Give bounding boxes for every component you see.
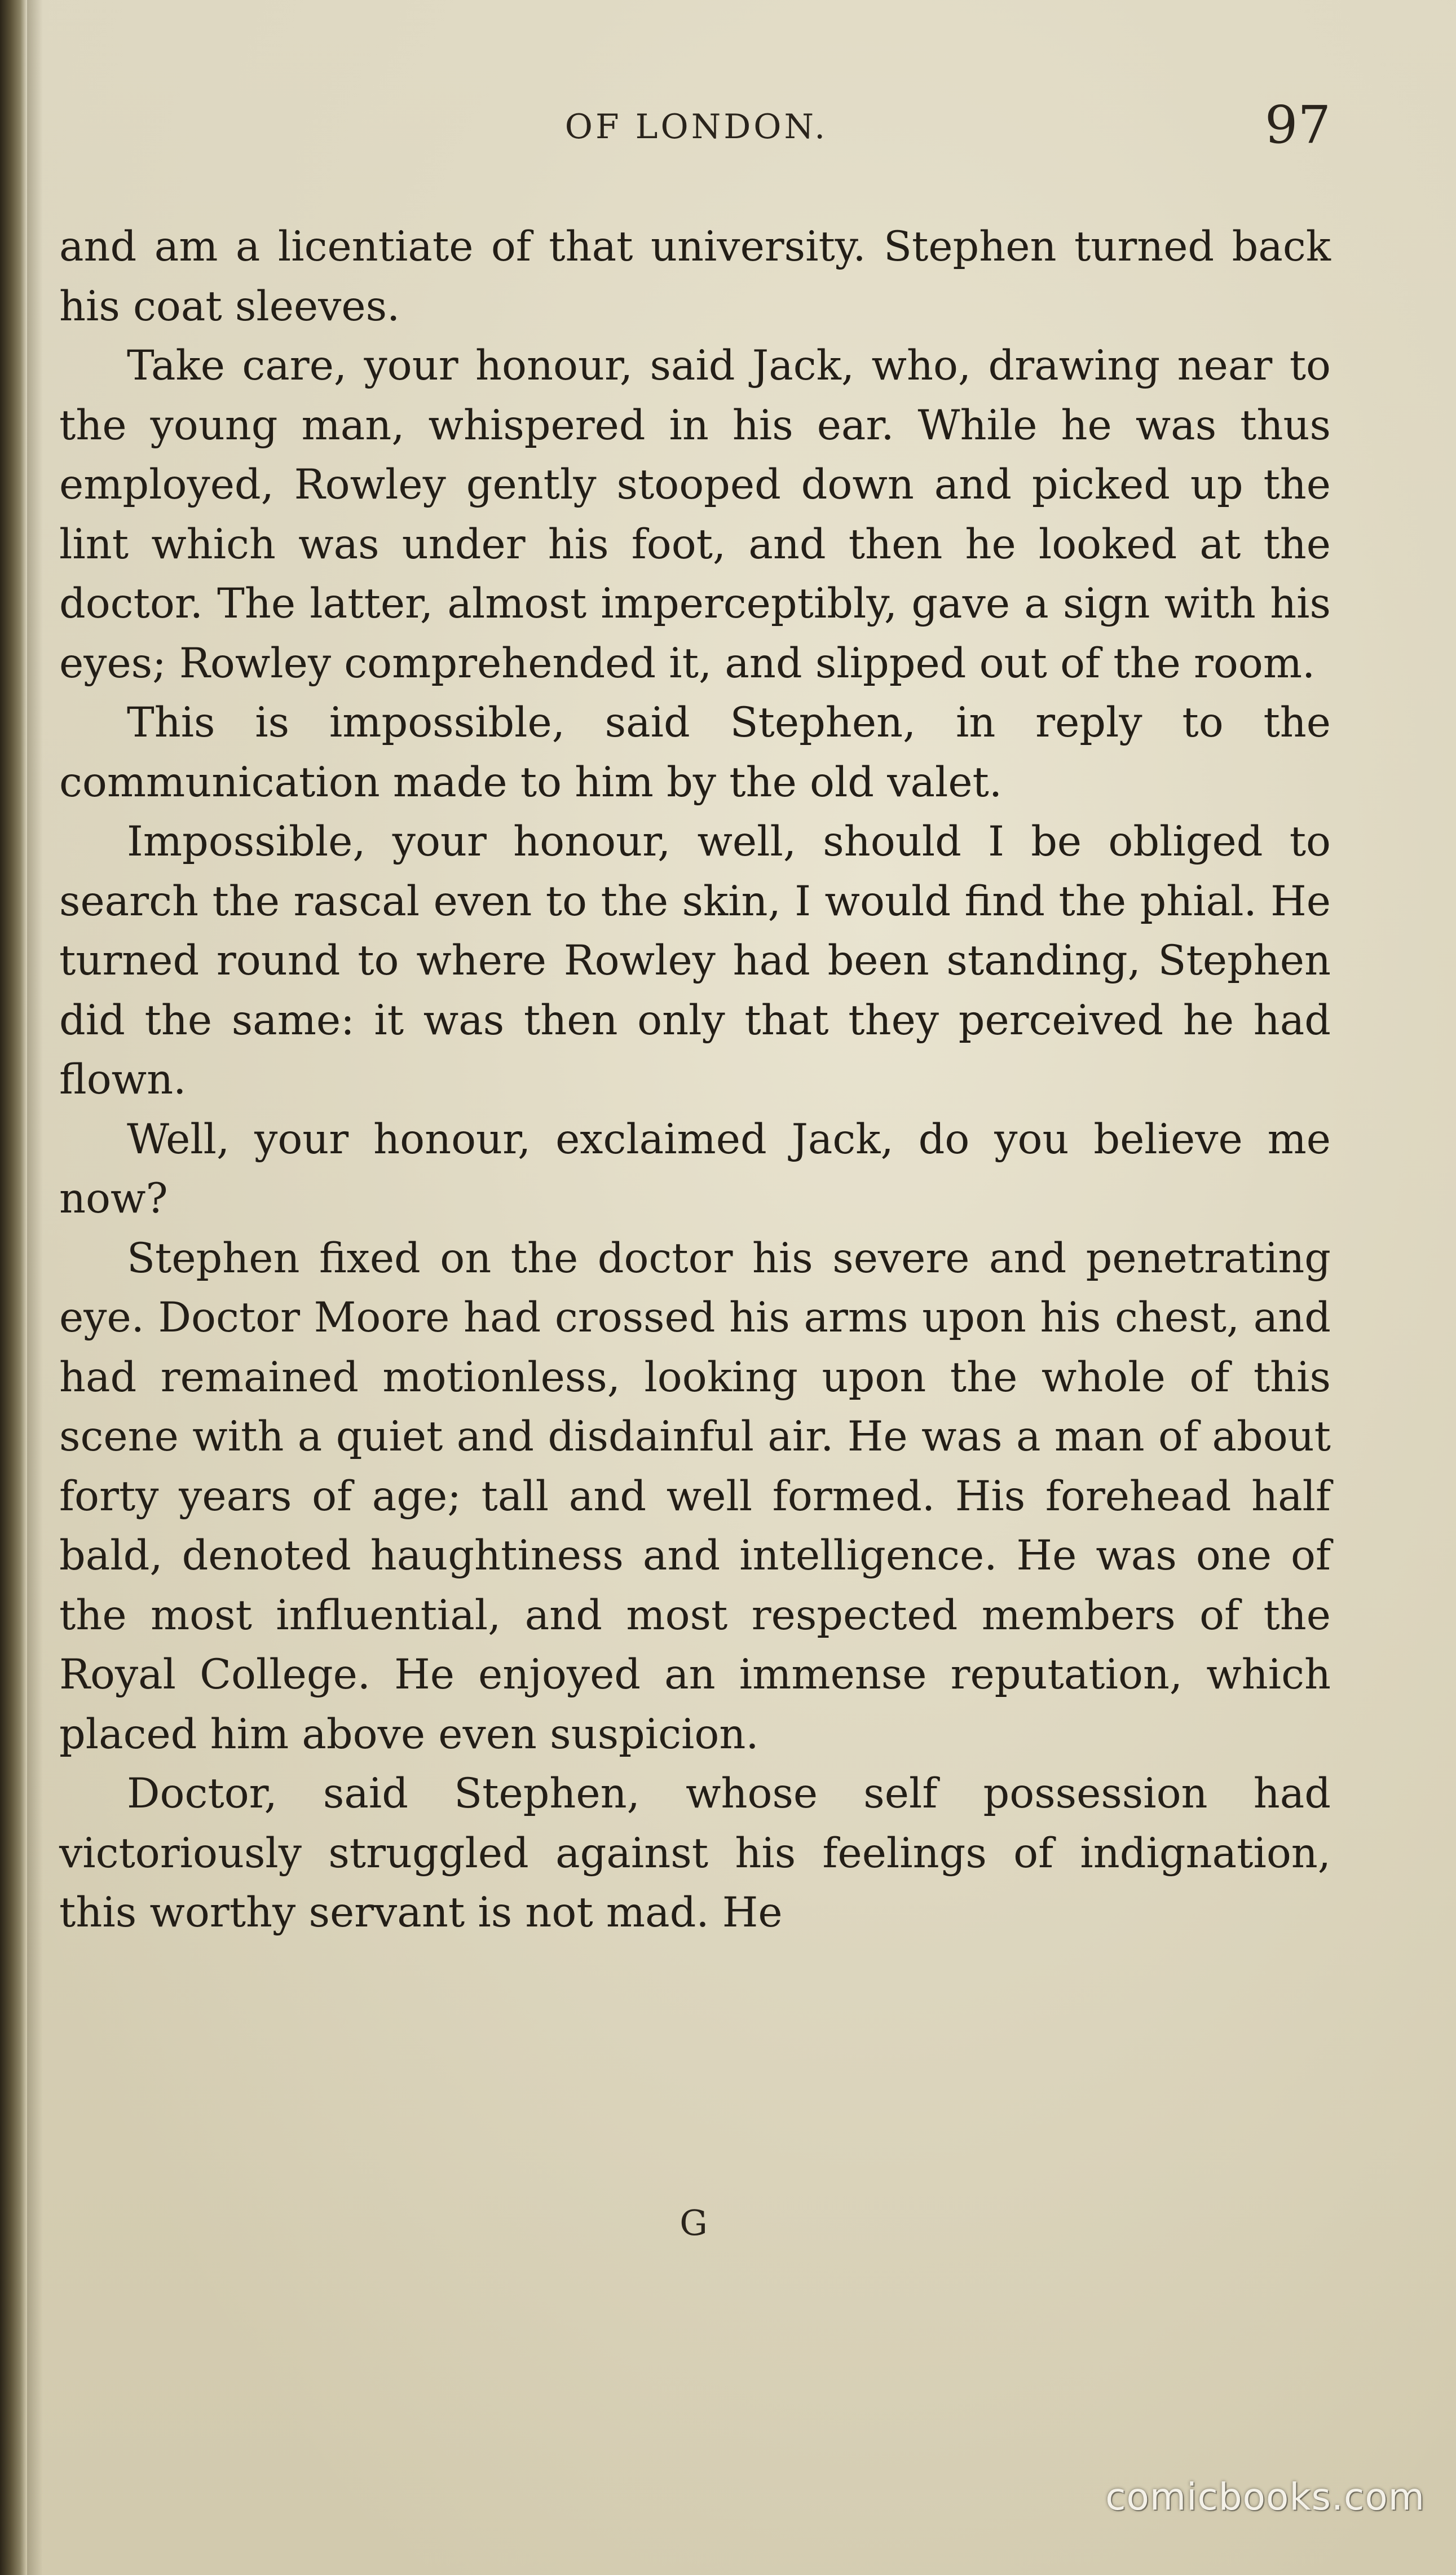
signature-mark: G — [680, 2202, 708, 2243]
page-header — [62, 95, 1331, 168]
body-text — [59, 217, 1331, 1943]
page-number: 97 — [1264, 95, 1331, 155]
paragraph-4: Impossible, your honour, well, should I be obliged to search the rascal even to the skin, I would find the phial. He turned round to where Rowley had been standing, Stephen did the same: it was then only that they perceived he had flown. — [59, 818, 1331, 1104]
running-head: OF LONDON. — [564, 107, 828, 147]
paragraph-5: Well, your honour, exclaimed Jack, do you believe me now? — [59, 1115, 1331, 1223]
book-spine-shadow — [0, 0, 27, 2575]
paragraph-1: and am a licentiate of that university. Stephen turned back his coat sleeves. — [59, 223, 1331, 330]
paragraph-3: This is impossible, said Stephen, in reply to the communication made to him by the old valet. — [59, 699, 1331, 806]
paragraph-7: Doctor, said Stephen, whose self possession had victoriously struggled against his feelings of indignation, this worthy servant is not mad. He — [59, 1770, 1331, 1937]
paragraph-6: Stephen fixed on the doctor his severe and penetrating eye. Doctor Moore had crossed his arms upon his chest, and had remained motionless, looking upon the whole of this scene with a quiet and disdainful air. He was a man of about forty years of age; tall and well formed. His forehead half bald, denoted haughtiness and intelligence. He was one of the most influential, and most respected members of the Royal College. He enjoyed an immense reputation, which placed him above even suspicion. — [59, 1234, 1331, 1758]
paragraph-2: Take care, your honour, said Jack, who, drawing near to the young man, whispered in his ear. While he was thus employed, Rowley gently stooped down and picked up the lint which was under his foot, and then he looked at the doctor. The latter, almost imperceptibly, gave a sign with his eyes; Rowley comprehended it, and slipped out of the room. — [59, 342, 1331, 687]
page-gutter — [27, 0, 43, 2575]
watermark: comicbooks.com — [1105, 2475, 1425, 2519]
